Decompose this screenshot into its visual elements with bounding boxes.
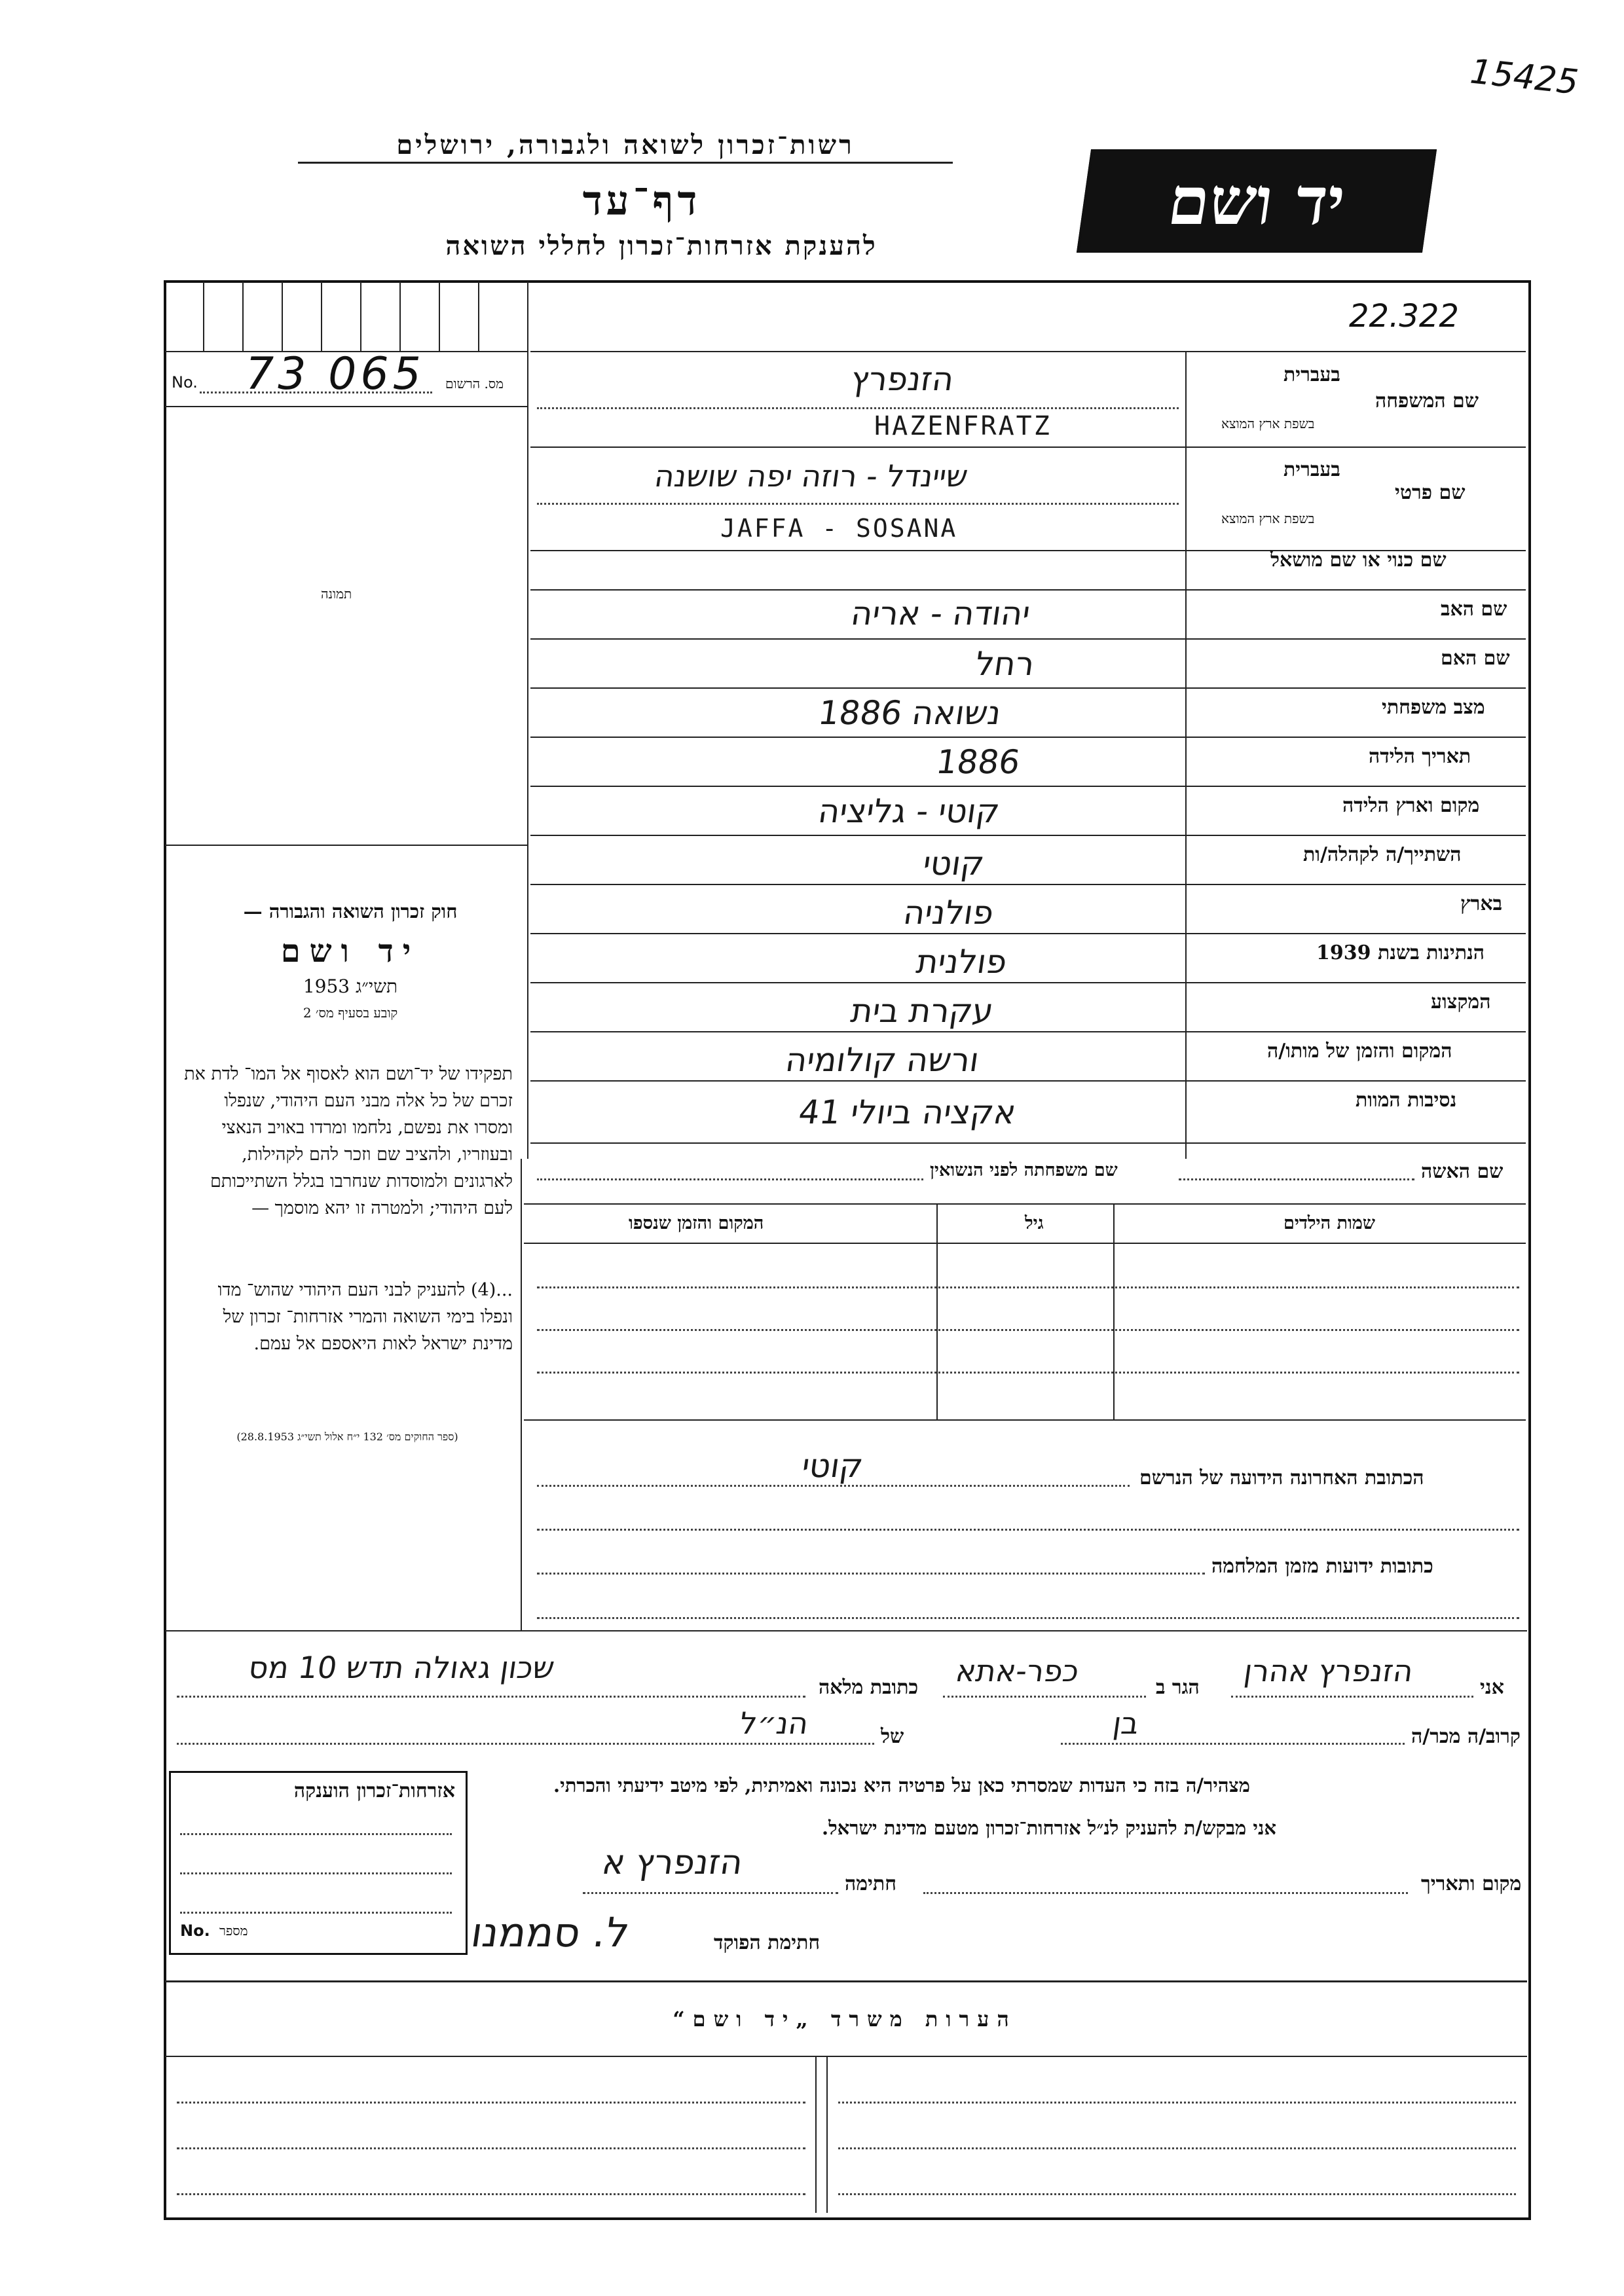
reference-code: 22.322 <box>1349 298 1459 335</box>
officer-signature: ל. סממנו <box>468 1908 633 1956</box>
value-family-name-latin: HAZENFRATZ <box>874 411 1052 441</box>
label-death: המקום והזמן של מותו/ה <box>1267 1040 1452 1063</box>
label-last-address: הכתובת האחרונה הידועה של הנרשם <box>1139 1467 1424 1489</box>
citizenship-box-title: אזרחות־זכרון הוענקה <box>293 1779 455 1802</box>
law-name: יד ושם <box>280 933 420 970</box>
label-officer-signature: חתימת הפוקד <box>714 1931 821 1954</box>
declaration-text: מצהיר/ה בזה כי העדות שמסרתי כאן על פרטיה היא נכונה ואמיתית, לפי מיטב ידיעתי והכרתי. <box>553 1774 1250 1796</box>
value-address: שכון גאולה תדש 10 מס <box>246 1650 557 1685</box>
remarks-title: הערות משרד „יד ושם“ <box>673 2007 1017 2032</box>
value-of: הנ״ל <box>737 1705 811 1741</box>
registration-label: מס. הרשום <box>445 376 504 392</box>
value-citizenship: פולנית <box>913 943 1010 981</box>
label-country: בארץ <box>1460 892 1503 915</box>
value-last-address: קוטי <box>799 1447 866 1485</box>
label-address: כתובת מלאה <box>819 1676 919 1699</box>
label-place-date: מקום ותאריך <box>1421 1872 1522 1895</box>
value-city: כפר-אתא <box>953 1653 1082 1688</box>
law-citation: (ספר החוקים מס׳ 132 י״ח אלול תשי״ג 28.8.1953) <box>236 1430 458 1443</box>
logo-text: יד ושם <box>1163 162 1350 240</box>
value-family-name-hebrew: הזנפרץ <box>848 360 957 398</box>
law-year: תשי״ג 1953 <box>303 975 398 997</box>
label-of: של <box>881 1725 904 1748</box>
value-declarant-name: הזנפרץ אהרן <box>1242 1653 1416 1688</box>
citizenship-number-label: מספר <box>219 1923 248 1939</box>
label-citizenship: הנתינות בשנת 1939 <box>1316 941 1485 964</box>
label-first-name: שם פרטי <box>1395 481 1466 504</box>
value-first-name-latin: JAFFA - SOSANA <box>720 514 958 543</box>
label-wartime-address: כתובות ידועות מזמן המלחמה <box>1211 1555 1433 1578</box>
value-birth-place: קוטי - גליציה <box>815 792 1003 830</box>
yad-vashem-logo <box>1077 149 1437 253</box>
declarant-signature: הזנפרץ א <box>599 1843 746 1882</box>
label-circumstances: נסיבות המוות <box>1356 1089 1457 1112</box>
children-header-age: גיל <box>1025 1213 1044 1233</box>
label-family-name: שם המשפחה <box>1375 390 1479 412</box>
form-title: דף־עד <box>582 177 701 225</box>
value-father: יהודה - אריה <box>848 594 1033 632</box>
value-marital: נשואה 1886 <box>815 694 1004 732</box>
label-spouse: שם האשה <box>1421 1160 1504 1183</box>
law-text-1: תפקידו של יד־ושם הוא לאסוף אל המו־ לדת את זכרם של כל אלה מבני העם היהודי, שנפלו ומסרו את נפשם, נלחמו ומרדו באויב הנאצי ובעוזריו, ולהציב שם וזכר להם לקהילות, לארגונים ולמוסדות שנחרבו בגלל השתייכותם לעם היהודי; ולמטרה זו יהא מוסמך — <box>184 1064 513 1218</box>
label-community: השתייך/ה לקהלה/ות <box>1303 843 1462 866</box>
label-resides: הגר ב <box>1156 1676 1200 1699</box>
value-country: פולניה <box>900 894 997 932</box>
label-profession: המקצוע <box>1431 991 1491 1013</box>
label-birth-date: תאריך הלידה <box>1369 745 1471 768</box>
label-father: שם האב <box>1441 598 1507 621</box>
label-hebrew-1: בעברית <box>1283 363 1340 386</box>
value-mother: רחל <box>972 645 1037 683</box>
label-i: אני <box>1480 1676 1504 1699</box>
form-subtitle: להענקת אזרחות־זכרון לחללי השואה <box>445 230 877 261</box>
institution-title: רשות־זכרון לשואה ולגבורה, ירושלים <box>298 130 953 164</box>
page-number: 15425 <box>1468 52 1581 103</box>
label-mother: שם האם <box>1441 647 1510 670</box>
registration-number: 73 065 <box>246 348 425 400</box>
request-text: אני מבקש/ת להעניק לנ״ל אזרחות־זכרון מטעם מדינת ישראל. <box>822 1817 1276 1839</box>
registration-no-label: No. <box>172 373 198 392</box>
label-relation: קרוב/ה מכר/ה <box>1411 1725 1521 1748</box>
value-birth-date: 1886 <box>933 743 1023 781</box>
label-birth-place: מקום וארץ הלידה <box>1342 794 1480 817</box>
label-nickname: שם כנוי או שם מושאל <box>1270 549 1447 572</box>
label-origin-lang-1: בשפת ארץ המוצא <box>1221 416 1315 431</box>
label-maiden-name: שם משפחתה לפני הנשואין <box>930 1160 1118 1180</box>
label-origin-lang-2: בשפת ארץ המוצא <box>1221 511 1315 526</box>
value-community: קוטי <box>920 845 987 883</box>
value-first-name-hebrew: שיינדל - רוזה יפה שושנה <box>652 458 970 494</box>
label-marital: מצב משפחתי <box>1382 696 1485 719</box>
value-circumstances: אקציה ביולי 41 <box>796 1093 1019 1131</box>
children-header-place: המקום והזמן שנספו <box>629 1213 764 1233</box>
law-section: קובע בסעיף מס׳ 2 <box>303 1005 398 1021</box>
law-text-2: ...(4) להעניק לבני העם היהודי שהוש־ מדו ונפלו בימי השואה והמרי אזרחות־ זכרון של מדינת ישראל לאות היאספם אל עמם. <box>217 1280 513 1354</box>
value-relation: בן <box>1111 1705 1141 1741</box>
value-profession: עקרת בית <box>848 992 996 1030</box>
value-death: ורשה קולומיה <box>783 1041 982 1079</box>
label-signature: חתימה <box>845 1872 896 1895</box>
label-hebrew-2: בעברית <box>1283 458 1340 481</box>
citizenship-no-label: No. <box>180 1922 210 1940</box>
photo-label: תמונה <box>321 586 352 602</box>
law-title: חוק זכרון השואה והגבורה — <box>243 900 458 922</box>
children-header-names: שמות הילדים <box>1283 1213 1376 1233</box>
